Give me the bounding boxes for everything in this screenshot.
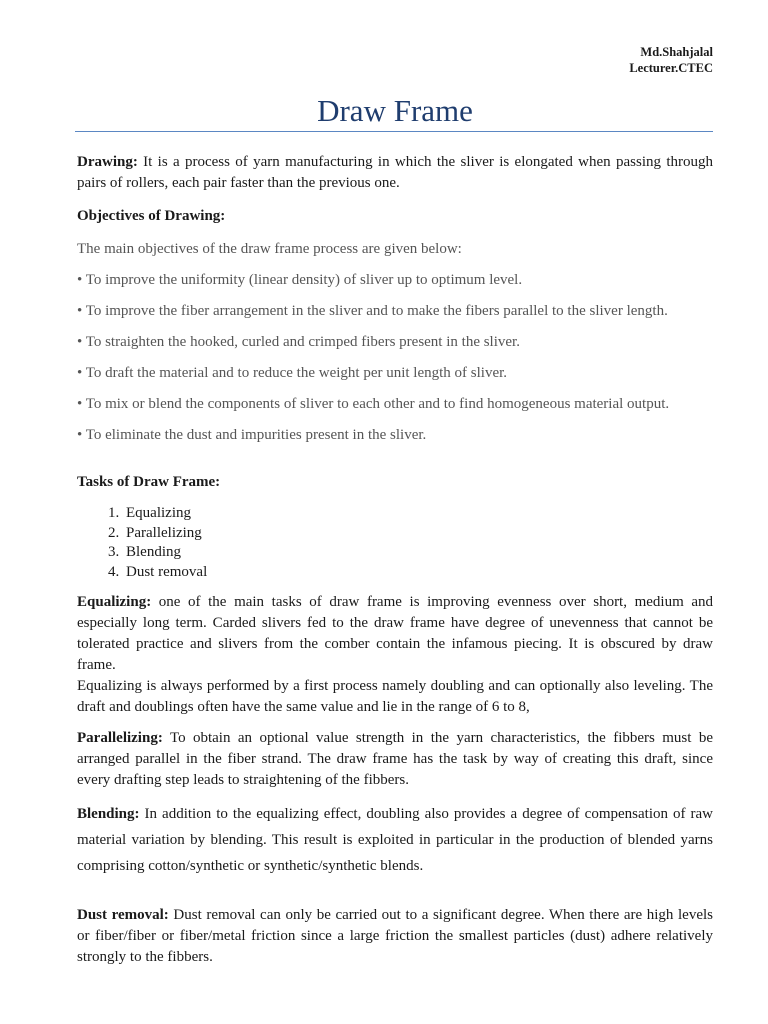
objective-item: • To mix or blend the components of sliver to each other and to find homogeneous material output.: [77, 396, 670, 412]
dust-removal-paragraph: [77, 905, 713, 968]
parallelizing-text: To obtain an optional value strength in the yarn characteristics, the fibbers must be arranged parallel in the fiber strand. The draw frame has the task by way of creating this draft, since every drafting step leads to straightening of the fibbers.: [77, 730, 713, 788]
blending-paragraph: [77, 801, 713, 879]
task-item: 2. Parallelizing: [123, 524, 713, 544]
drawing-label: Drawing:: [77, 154, 138, 170]
objective-item: • To straighten the hooked, curled and crimped fibers present in the sliver.: [77, 334, 520, 350]
equalizing-paragraph-2: Equalizing is always performed by a first process namely doubling and can optionally also leveling. The draft and doublings often have the same value and lie in the range of 6 to 8,: [77, 678, 713, 715]
objective-item: • To eliminate the dust and impurities present in the sliver.: [77, 427, 427, 443]
drawing-text: It is a process of yarn manufacturing in which the sliver is elongated when passing through pairs of rollers, each pair faster than the previous one.: [77, 154, 713, 191]
objective-item: • To improve the uniformity (linear density) of sliver up to optimum level.: [77, 272, 523, 288]
objective-item: • To improve the fiber arrangement in the sliver and to make the fibers parallel to the sliver length.: [77, 303, 668, 319]
task-item: 1. Equalizing: [123, 504, 713, 524]
blending-label: Blending:: [77, 806, 140, 822]
task-item: 3. Blending: [123, 543, 713, 563]
dust-removal-label: Dust removal:: [77, 907, 169, 923]
parallelizing-paragraph: [77, 728, 713, 791]
blending-text: In addition to the equalizing effect, doubling also provides a degree of compensation of raw material variation by blending. This result is exploited in particular in the production of blended yarns comprising cotton/synthetic or synthetic/synthetic blends.: [77, 806, 713, 874]
equalizing-paragraph: [77, 592, 713, 676]
objectives-heading: Objectives of Drawing:: [77, 208, 226, 224]
dust-removal-text: Dust removal can only be carried out to a significant degree. When there are high levels or fiber/fiber or fiber/metal friction since a large friction the smallest particles (dust) adhere relatively strongly to the fibbers.: [77, 907, 713, 965]
author-block: [629, 44, 713, 76]
tasks-list: [77, 504, 713, 582]
objective-item: • To draft the material and to reduce the weight per unit length of sliver.: [77, 365, 508, 381]
objectives-intro: The main objectives of the draw frame process are given below:: [77, 241, 462, 257]
drawing-definition: [77, 152, 713, 194]
objectives-list: [77, 270, 713, 446]
author-name: Md.Shahjalal: [640, 45, 713, 59]
task-item: 4. Dust removal: [123, 563, 713, 583]
title-divider: [75, 131, 713, 132]
equalizing-text: one of the main tasks of draw frame is improving evenness over short, medium and especially long term. Carded slivers fed to the draw frame have degree of unevenness that cannot be tolerated practice and slivers from the comber contain the infamous piecing. It is obscured by draw frame.: [77, 594, 713, 673]
author-title: Lecturer.CTEC: [629, 61, 713, 75]
parallelizing-label: Parallelizing:: [77, 730, 163, 746]
equalizing-label: Equalizing:: [77, 594, 152, 610]
tasks-heading: Tasks of Draw Frame:: [77, 474, 221, 490]
page-title: Draw Frame: [317, 93, 473, 128]
document-body: [77, 152, 713, 968]
